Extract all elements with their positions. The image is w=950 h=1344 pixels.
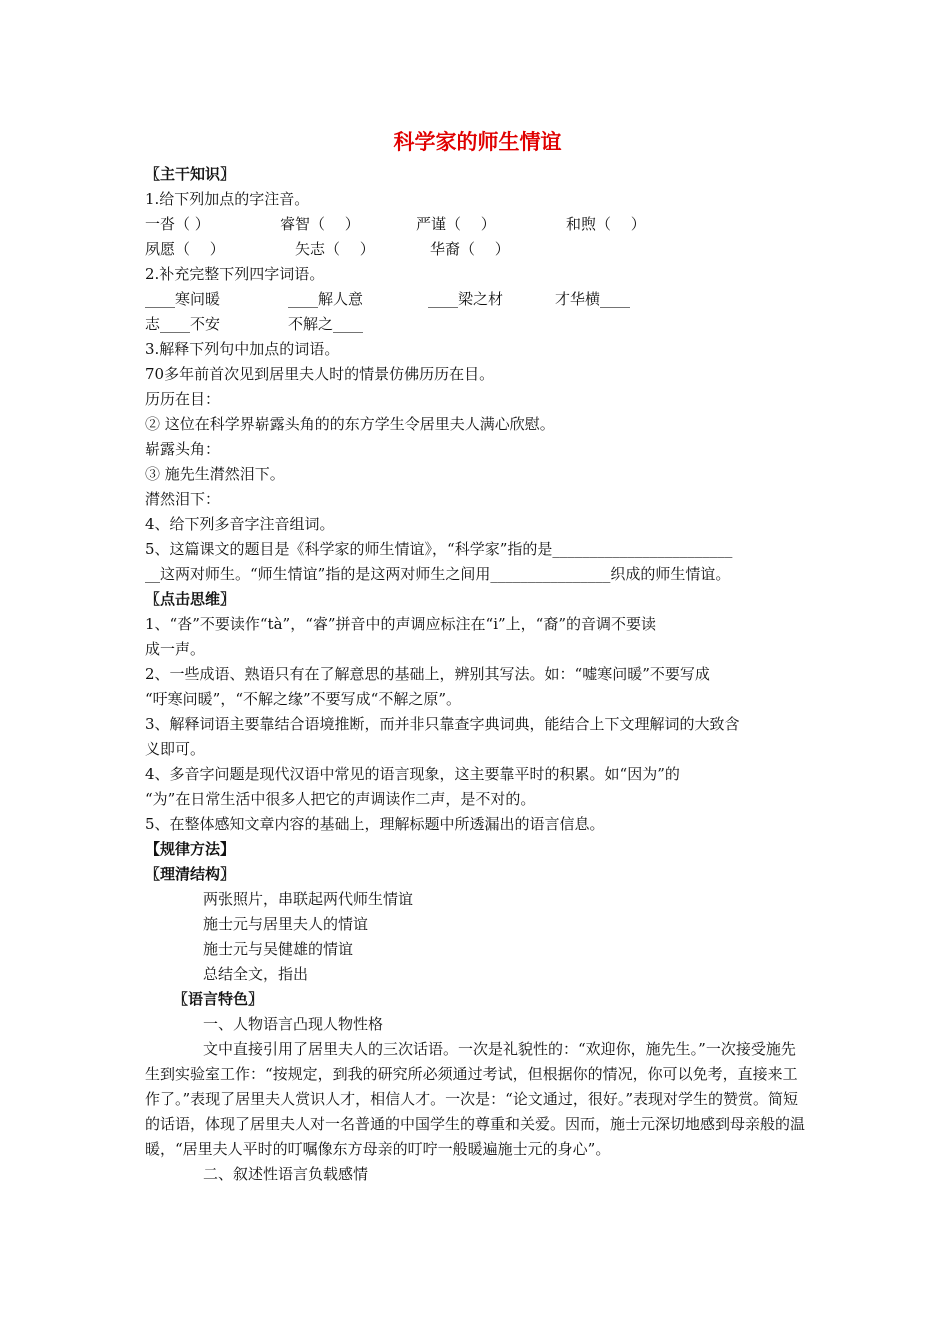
q3-sentence-2: ② 这位在科学界崭露头角的的东方学生令居里夫人满心欣慰。 (145, 415, 555, 433)
section-heading-structure: 〖理清结构〗 (145, 865, 236, 883)
q2-item: 志____不安 (145, 315, 221, 333)
q1-item: 和煦（ ） (566, 215, 646, 233)
q2-item: 才华横____ (555, 290, 631, 308)
q3-word-3: 潸然泪下： (145, 490, 221, 508)
q1-row-2 (145, 237, 810, 262)
q2-item: ____梁之材 (428, 290, 504, 308)
q3-sentence-3: ③ 施先生潸然泪下。 (145, 465, 285, 483)
section-heading-core: 〖主干知识〗 (145, 165, 236, 183)
question-2: 2.补充完整下列四字词语。 (145, 265, 325, 283)
q1-item: 矢志（ ） (295, 240, 375, 258)
q2-item: 不解之____ (288, 315, 364, 333)
q2-row-1 (145, 287, 810, 312)
question-3: 3.解释下列句中加点的词语。 (145, 340, 340, 358)
tip-5: 5、在整体感知文章内容的基础上，理解标题中所透漏出的语言信息。 (145, 815, 605, 833)
q1-item: 一沓（ ） (145, 215, 210, 233)
structure-item: 两张照片，串联起两代师生情谊 (203, 890, 414, 908)
tip-4-line-2: “为”在日常生活中很多人把它的声调读作二声，是不对的。 (145, 790, 536, 808)
page-title: 科学家的师生情谊 (393, 130, 562, 154)
tip-3-line-1: 3、解释词语主要靠结合语境推断，而并非只靠查字典词典，能结合上下文理解词的大致含 (145, 715, 740, 733)
tip-3-line-2: 义即可。 (145, 740, 206, 758)
document-page (145, 118, 810, 1187)
q1-row-1 (145, 212, 810, 237)
tip-2-line-2: “吁寒问暖”，“不解之缘”不要写成“不解之原”。 (145, 690, 462, 708)
q1-item: 睿智（ ） (280, 215, 360, 233)
q3-sentence-1: 70多年前首次见到居里夫人时的情景仿佛历历在目。 (145, 365, 495, 383)
q3-word-2: 崭露头角： (145, 440, 221, 458)
question-1: 1.给下列加点的字注音。 (145, 190, 310, 208)
structure-item: 施士元与居里夫人的情谊 (203, 915, 369, 933)
q3-word-1: 历历在目： (145, 390, 221, 408)
q1-item: 严谨（ ） (416, 215, 496, 233)
tip-1-line-2: 成一声。 (145, 640, 206, 658)
q2-item: ____寒问暖 (145, 290, 221, 308)
tip-1-line-1: 1、“沓”不要读作“tà”，“睿”拼音中的声调应标注在“i”上，“裔”的音调不要读 (145, 615, 656, 633)
tip-4-line-1: 4、多音字问题是现代汉语中常见的语言现象，这主要靠平时的积累。如“因为”的 (145, 765, 680, 783)
section-heading-language: 〖语言特色〗 (173, 990, 264, 1008)
structure-item: 总结全文，指出 (203, 965, 309, 983)
question-4: 4、给下列多音字注音组词。 (145, 515, 335, 533)
q2-row-2 (145, 312, 810, 337)
q1-item: 夙愿（ ） (145, 240, 225, 258)
q2-item: ____解人意 (288, 290, 364, 308)
section-heading-methods: 【规律方法】 (145, 840, 236, 858)
structure-item: 施士元与吴健雄的情谊 (203, 940, 354, 958)
language-paragraph: 文中直接引用了居里夫人的三次话语。一次是礼貌性的：“欢迎你，施先生。”一次接受施先生到实验室工作：“按规定，到我的研究所必须通过考试，但根据你的情况，你可以免考，直接来工作了。”表现了居里夫人赏识人才，相信人才。一次是：“论文通过，很好。”表现对学生的赞赏。简短的话语，体现了居里夫人对一名普通的中国学生的尊重和关爱。因而，施士元深切地感到母亲般的温暖，“居里夫人平时的叮嘱像东方母亲的叮咛一般暖遍施士元的身心”。 (145, 1040, 806, 1158)
q1-item: 华裔（ ） (430, 240, 510, 258)
section-heading-thinking: 〖点击思维〗 (145, 590, 236, 608)
question-5-line-2: __这两对师生。“师生情谊”指的是这两对师生之间用________________织成的师生情谊。 (145, 565, 731, 583)
tip-2-line-1: 2、一些成语、熟语只有在了解意思的基础上，辨别其写法。如：“嘘寒问暖”不要写成 (145, 665, 710, 683)
language-point-2: 二、叙述性语言负载感情 (203, 1165, 369, 1183)
question-5-line-1: 5、这篇课文的题目是《科学家的师生情谊》，“科学家”指的是________________________ (145, 540, 733, 558)
language-point-1: 一、人物语言凸现人物性格 (203, 1015, 384, 1033)
